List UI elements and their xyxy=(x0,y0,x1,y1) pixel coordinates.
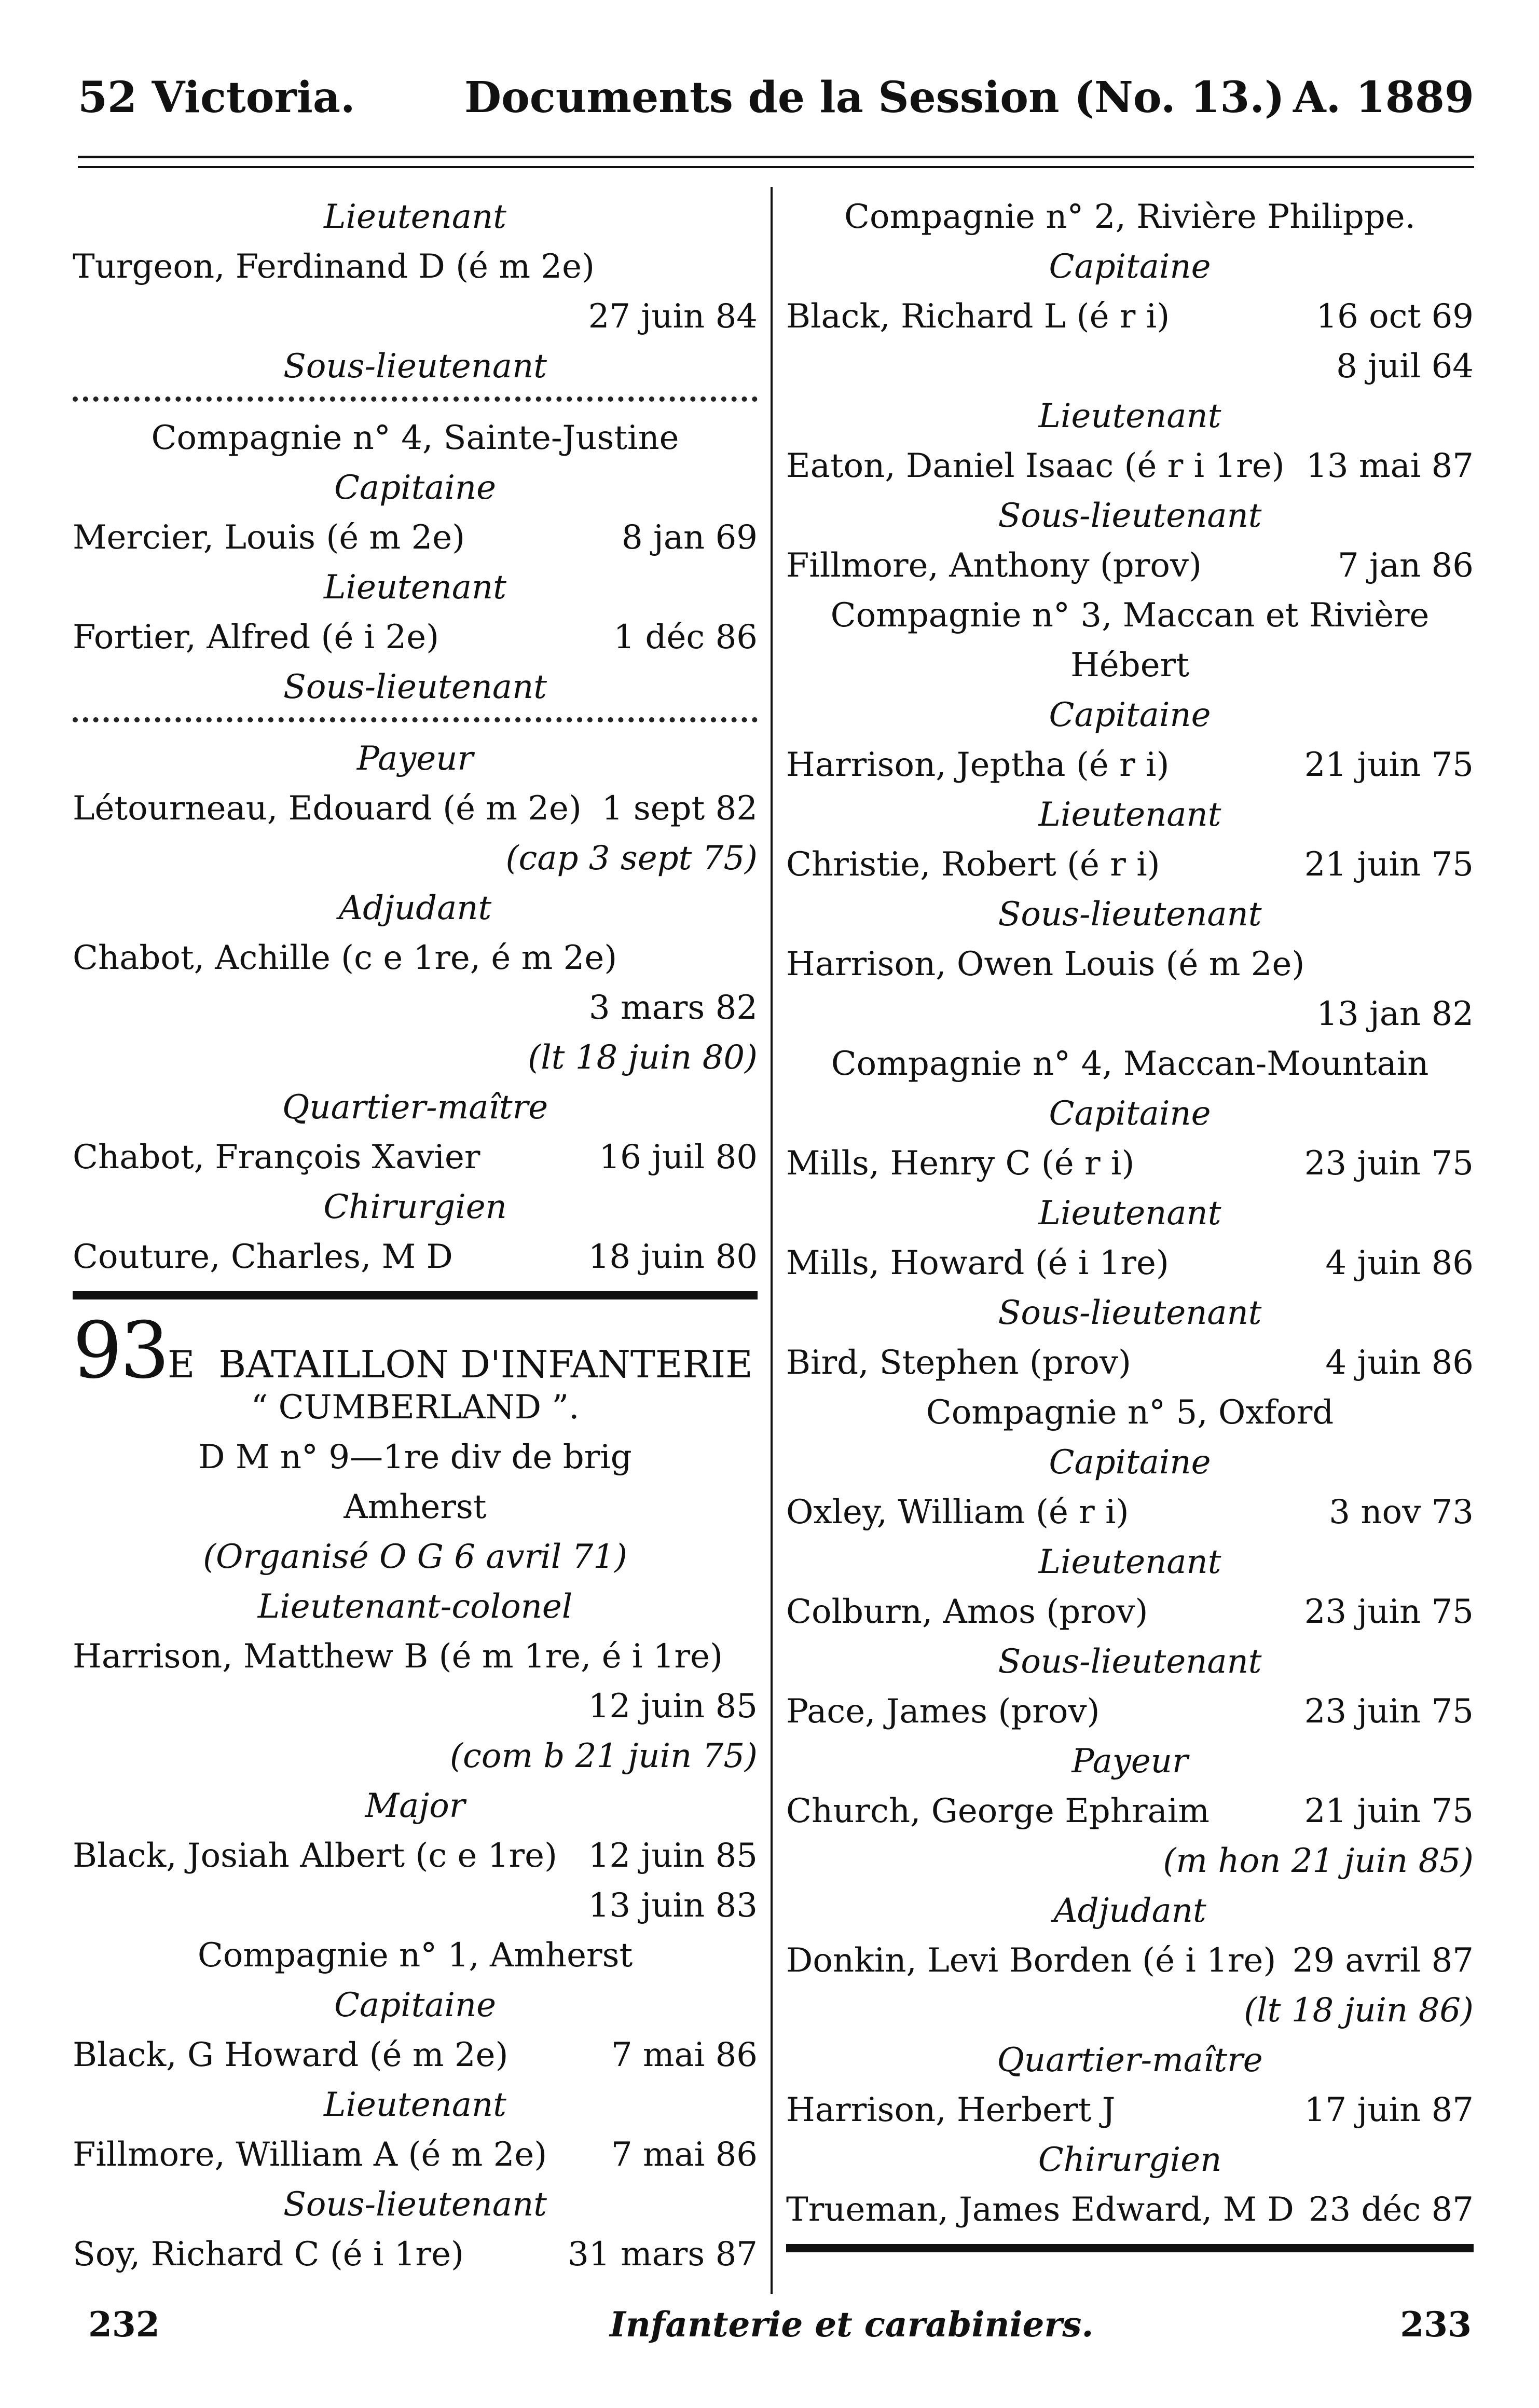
officer-name: Harrison, Herbert J xyxy=(786,2091,1116,2129)
officer-name: Black, Richard L (é r i) xyxy=(786,297,1170,336)
company-heading: Compagnie n° 5, Oxford xyxy=(926,1393,1334,1432)
header-rule-bottom xyxy=(78,166,1474,168)
rank-heading: Capitaine xyxy=(1049,1443,1211,1482)
rank-heading: Capitaine xyxy=(334,1986,496,2024)
headquarters-line: Amherst xyxy=(343,1488,487,1526)
officer-name: Chabot, Achille (c e 1re, é m 2e) xyxy=(73,939,617,977)
commission-date: 3 mars 82 xyxy=(588,989,758,1027)
officer-name: Mills, Henry C (é r i) xyxy=(786,1144,1135,1183)
district-line: D M n° 9—1re div de brig xyxy=(198,1438,632,1476)
officer-name: Létourneau, Edouard (é m 2e) xyxy=(73,789,582,828)
rank-heading: Sous-lieutenant xyxy=(998,497,1262,535)
commission-date: 8 juil 64 xyxy=(1336,347,1474,386)
battalion-subtitle: “ CUMBERLAND ”. xyxy=(251,1388,580,1427)
officer-name: Fillmore, William A (é m 2e) xyxy=(73,2136,547,2174)
dotted-separator xyxy=(73,391,758,413)
officer-name: Christie, Robert (é r i) xyxy=(786,845,1160,884)
previous-rank-note: (cap 3 sept 75) xyxy=(505,839,758,878)
dotted-separator xyxy=(73,712,758,734)
section-bar xyxy=(786,2235,1474,2265)
rank-heading: Lieutenant xyxy=(1038,397,1221,435)
rank-heading: Lieutenant xyxy=(1038,1543,1221,1581)
rank-heading: Sous-lieutenant xyxy=(998,1643,1262,1681)
previous-rank-note: (lt 18 juin 86) xyxy=(1244,1991,1474,2030)
officer-name: Mercier, Louis (é m 2e) xyxy=(73,518,465,557)
commission-date: 21 juin 75 xyxy=(1304,746,1474,784)
rank-heading: Sous-lieutenant xyxy=(283,668,547,706)
officer-name: Fortier, Alfred (é i 2e) xyxy=(73,618,439,656)
header-center: Documents de la Session (No. 13.) xyxy=(464,73,1285,122)
officer-name: Harrison, Jeptha (é r i) xyxy=(786,746,1170,784)
commission-date: 7 jan 86 xyxy=(1337,546,1474,585)
commission-date: 27 juin 84 xyxy=(588,297,758,336)
officer-name: Black, G Howard (é m 2e) xyxy=(73,2036,509,2074)
commission-date: 7 mai 86 xyxy=(611,2136,758,2174)
rank-heading: Adjudant xyxy=(338,889,492,927)
commission-date: 1 déc 86 xyxy=(613,618,758,656)
section-bar xyxy=(73,1282,758,1312)
rank-heading: Capitaine xyxy=(1049,248,1211,286)
battalion-title: BATAILLON D'INFANTERIE xyxy=(218,1343,753,1386)
company-heading: Compagnie n° 1, Amherst xyxy=(197,1936,633,1975)
commission-date: 13 juin 83 xyxy=(588,1886,758,1925)
commission-date: 4 juin 86 xyxy=(1325,1244,1474,1282)
rank-heading: Major xyxy=(365,1787,465,1825)
column-divider xyxy=(771,187,773,2294)
officer-name: Black, Josiah Albert (c e 1re) xyxy=(73,1837,557,1875)
header-left: 52 Victoria. xyxy=(78,73,355,122)
company-heading: Compagnie n° 4, Maccan-Mountain xyxy=(831,1045,1429,1083)
officer-name: Eaton, Daniel Isaac (é r i 1re) xyxy=(786,447,1285,485)
officer-name: Harrison, Owen Louis (é m 2e) xyxy=(786,945,1305,983)
header-rule-top xyxy=(78,156,1474,158)
commission-date: 23 juin 75 xyxy=(1304,1692,1474,1731)
right-column xyxy=(786,192,1474,2265)
rank-heading: Lieutenant xyxy=(1038,1194,1221,1233)
officer-name: Fillmore, Anthony (prov) xyxy=(786,546,1202,585)
commission-date: 3 nov 73 xyxy=(1329,1493,1474,1531)
officer-name: Trueman, James Edward, M D xyxy=(786,2191,1294,2229)
officer-name: Turgeon, Ferdinand D (é m 2e) xyxy=(73,248,595,286)
officer-name: Colburn, Amos (prov) xyxy=(786,1593,1148,1631)
commission-date: 18 juin 80 xyxy=(588,1238,758,1276)
company-heading-continued: Hébert xyxy=(1070,646,1189,685)
left-column xyxy=(73,192,758,2279)
rank-heading: Lieutenant-colonel xyxy=(257,1588,573,1626)
commission-date: 29 avril 87 xyxy=(1292,1941,1474,1980)
officer-name: Pace, James (prov) xyxy=(786,1692,1100,1731)
officer-name: Donkin, Levi Borden (é i 1re) xyxy=(786,1941,1276,1980)
battalion-suffix: E xyxy=(167,1343,195,1386)
footer-title: Infanterie et carabiniers. xyxy=(610,2304,1094,2345)
commission-date: 4 juin 86 xyxy=(1325,1344,1474,1382)
officer-name: Church, George Ephraim xyxy=(786,1792,1210,1830)
commission-date: 23 juin 75 xyxy=(1304,1593,1474,1631)
rank-heading: Payeur xyxy=(1071,1742,1188,1781)
rank-heading: Capitaine xyxy=(1049,1094,1211,1133)
header-right: A. 1889 xyxy=(1293,73,1474,122)
rank-heading: Lieutenant xyxy=(324,198,506,236)
rank-heading: Sous-lieutenant xyxy=(998,1294,1262,1332)
officer-name: Couture, Charles, M D xyxy=(73,1238,453,1276)
commission-date: 8 jan 69 xyxy=(621,518,758,557)
rank-heading: Lieutenant xyxy=(324,568,506,607)
rank-heading: Sous-lieutenant xyxy=(283,2185,547,2224)
rank-heading: Quartier-maître xyxy=(282,1088,548,1127)
commission-date: 17 juin 87 xyxy=(1304,2091,1474,2129)
previous-rank-note: (m hon 21 juin 85) xyxy=(1163,1842,1474,1880)
battalion-number: 93 xyxy=(73,1306,168,1396)
rank-heading: Quartier-maître xyxy=(997,2041,1263,2079)
previous-rank-note: (com b 21 juin 75) xyxy=(450,1737,758,1775)
commission-date: 13 mai 87 xyxy=(1306,447,1474,485)
commission-date: 31 mars 87 xyxy=(568,2235,758,2274)
commission-date: 1 sept 82 xyxy=(601,789,758,828)
company-heading: Compagnie n° 4, Sainte-Justine xyxy=(151,419,679,457)
company-heading: Compagnie n° 3, Maccan et Rivière xyxy=(830,596,1430,635)
commission-date: 12 juin 85 xyxy=(588,1687,758,1726)
officer-name: Mills, Howard (é i 1re) xyxy=(786,1244,1169,1282)
commission-date: 16 oct 69 xyxy=(1316,297,1474,336)
commission-date: 16 juil 80 xyxy=(599,1138,758,1176)
rank-heading: Adjudant xyxy=(1053,1892,1206,1930)
commission-date: 13 jan 82 xyxy=(1316,995,1474,1033)
company-heading: Compagnie n° 2, Rivière Philippe. xyxy=(844,198,1416,236)
rank-heading: Payeur xyxy=(356,740,474,778)
commission-date: 21 juin 75 xyxy=(1304,1792,1474,1830)
rank-heading: Lieutenant xyxy=(324,2086,506,2124)
commission-date: 21 juin 75 xyxy=(1304,845,1474,884)
commission-date: 7 mai 86 xyxy=(611,2036,758,2074)
rank-heading: Sous-lieutenant xyxy=(283,347,547,386)
rank-heading: Chirurgien xyxy=(323,1188,507,1226)
battalion-heading xyxy=(73,1306,758,1396)
organized-line: (Organisé O G 6 avril 71) xyxy=(203,1538,627,1576)
officer-name: Harrison, Matthew B (é m 1re, é i 1re) xyxy=(73,1637,723,1676)
commission-date: 23 déc 87 xyxy=(1308,2191,1474,2229)
commission-date: 23 juin 75 xyxy=(1304,1144,1474,1183)
rank-heading: Lieutenant xyxy=(1038,796,1221,834)
officer-name: Soy, Richard C (é i 1re) xyxy=(73,2235,464,2274)
officer-name: Chabot, François Xavier xyxy=(73,1138,480,1176)
rank-heading: Sous-lieutenant xyxy=(998,895,1262,934)
page-number-right: 233 xyxy=(1400,2304,1472,2345)
rank-heading: Chirurgien xyxy=(1038,2141,1222,2179)
page-number-left: 232 xyxy=(88,2304,160,2345)
previous-rank-note: (lt 18 juin 80) xyxy=(528,1038,758,1077)
commission-date: 12 juin 85 xyxy=(588,1837,758,1875)
officer-name: Oxley, William (é r i) xyxy=(786,1493,1129,1531)
rank-heading: Capitaine xyxy=(1049,696,1211,734)
rank-heading: Capitaine xyxy=(334,469,496,507)
officer-name: Bird, Stephen (prov) xyxy=(786,1344,1131,1382)
